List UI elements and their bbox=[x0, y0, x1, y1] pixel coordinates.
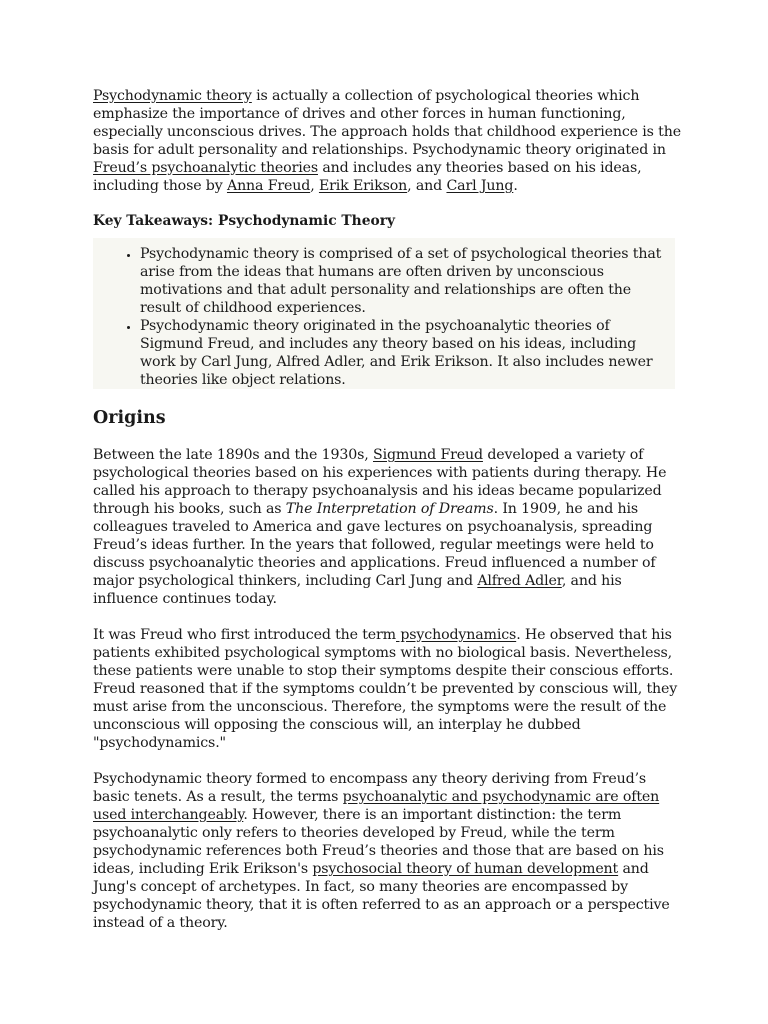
article-body bbox=[93, 87, 683, 932]
link-carl-jung[interactable]: Carl Jung bbox=[446, 178, 514, 194]
link-psychodynamics[interactable]: psychodynamics bbox=[396, 627, 517, 643]
link-psychosocial-theory[interactable]: psychosocial theory of human development bbox=[312, 861, 619, 877]
section-heading-origins: Origins bbox=[93, 408, 166, 428]
origins-p2-text-2: . He observed that his patients exhibited psychological symptoms with no biological basis. Nevertheless, these patients were unable to stop their symptoms despite their conscious efforts. Freud reasoned that if the symptoms couldn’t be prevented by conscious will, they must arise from the unconscious. Therefore, the symptoms were the result of the unconscious will opposing the conscious will, an interplay he dubbed "psychodynamics." bbox=[93, 627, 678, 751]
link-alfred-adler[interactable]: Alfred Adler bbox=[477, 573, 562, 589]
key-takeaways-list bbox=[93, 245, 675, 389]
origins-p1-text-1: Between the late 1890s and the 1930s, bbox=[93, 447, 373, 463]
origins-p3-text-2: . However, there is an important distinction: the term psychoanalytic only refers to theories developed by Freud, while the term psychodynamic references both Freud’s theories and those that are based on his ideas, including Erik Erikson's bbox=[93, 807, 664, 877]
list-item: • Psychodynamic theory originated in the psychoanalytic theories of Sigmund Freud, and includes any theory based on his ideas, including work by Carl Jung, Alfred Adler, and Erik Erikson. It also includes newer theories like object relations. bbox=[140, 317, 675, 389]
key-takeaways-box bbox=[93, 238, 675, 389]
intro-text-5: . bbox=[513, 178, 518, 194]
intro-text-1: is actually a collection of psychological theories which emphasize the importance of drives and other forces in human functioning, especially unconscious drives. The approach holds that childhood experience is the basis for adult personality and relationships. Psychodynamic theory originated in bbox=[93, 88, 681, 158]
origins-p1-text-3: . In 1909, he and his colleagues traveled to America and gave lectures on psychoanalysis, spreading Freud’s ideas further. In the years that followed, regular meetings were held to discuss psychoanalytic theories and applications. Freud influenced a number of major psychological thinkers, including Carl Jung and bbox=[93, 501, 656, 589]
origins-p2-text-1: It was Freud who first introduced the term bbox=[93, 627, 396, 643]
origins-p1-text-2: developed a variety of psychological theories based on his experiences with patients during therapy. He called his approach to therapy psychoanalysis and his ideas became popularized through his books, such as bbox=[93, 447, 667, 517]
link-psychodynamic-theory[interactable]: Psychodynamic theory bbox=[93, 88, 252, 104]
book-title: The Interpretation of Dreams bbox=[285, 501, 494, 517]
intro-text-2: and includes any theories based on his ideas, including those by bbox=[93, 160, 642, 194]
key-takeaways-title: Key Takeaways: Psychodynamic Theory bbox=[93, 213, 395, 229]
intro-text-3: , bbox=[310, 178, 319, 194]
key-takeaways bbox=[93, 212, 683, 389]
origins-p3-text-1: Psychodynamic theory formed to encompass any theory deriving from Freud’s basic tenets. As a result, the terms bbox=[93, 771, 647, 805]
list-item: • Psychodynamic theory is comprised of a set of psychological theories that arise from the ideas that humans are often driven by unconscious motivations and that adult personality and relationships are often the result of childhood experiences. bbox=[140, 245, 675, 317]
origins-paragraph-2 bbox=[93, 626, 683, 752]
link-sigmund-freud[interactable]: Sigmund Freud bbox=[373, 447, 483, 463]
link-freud-psychoanalytic-theories[interactable]: Freud’s psychoanalytic theories bbox=[93, 160, 318, 176]
intro-paragraph bbox=[93, 87, 683, 195]
origins-paragraph-1 bbox=[93, 446, 683, 608]
origins-p3-text-3: and Jung's concept of archetypes. In fact, so many theories are encompassed by psychodynamic theory, that it is often referred to as an approach or a perspective instead of a theory. bbox=[93, 861, 670, 931]
origins-paragraph-3 bbox=[93, 770, 683, 932]
origins-p1-text-4: , and his influence continues today. bbox=[93, 573, 622, 607]
link-psychoanalytic-psychodynamic-interchangeably[interactable]: psychoanalytic and psychodynamic are often used interchangeably bbox=[93, 789, 660, 823]
link-anna-freud[interactable]: Anna Freud bbox=[226, 178, 311, 194]
link-erik-erikson[interactable]: Erik Erikson bbox=[318, 178, 408, 194]
intro-text-4: , and bbox=[407, 178, 447, 194]
